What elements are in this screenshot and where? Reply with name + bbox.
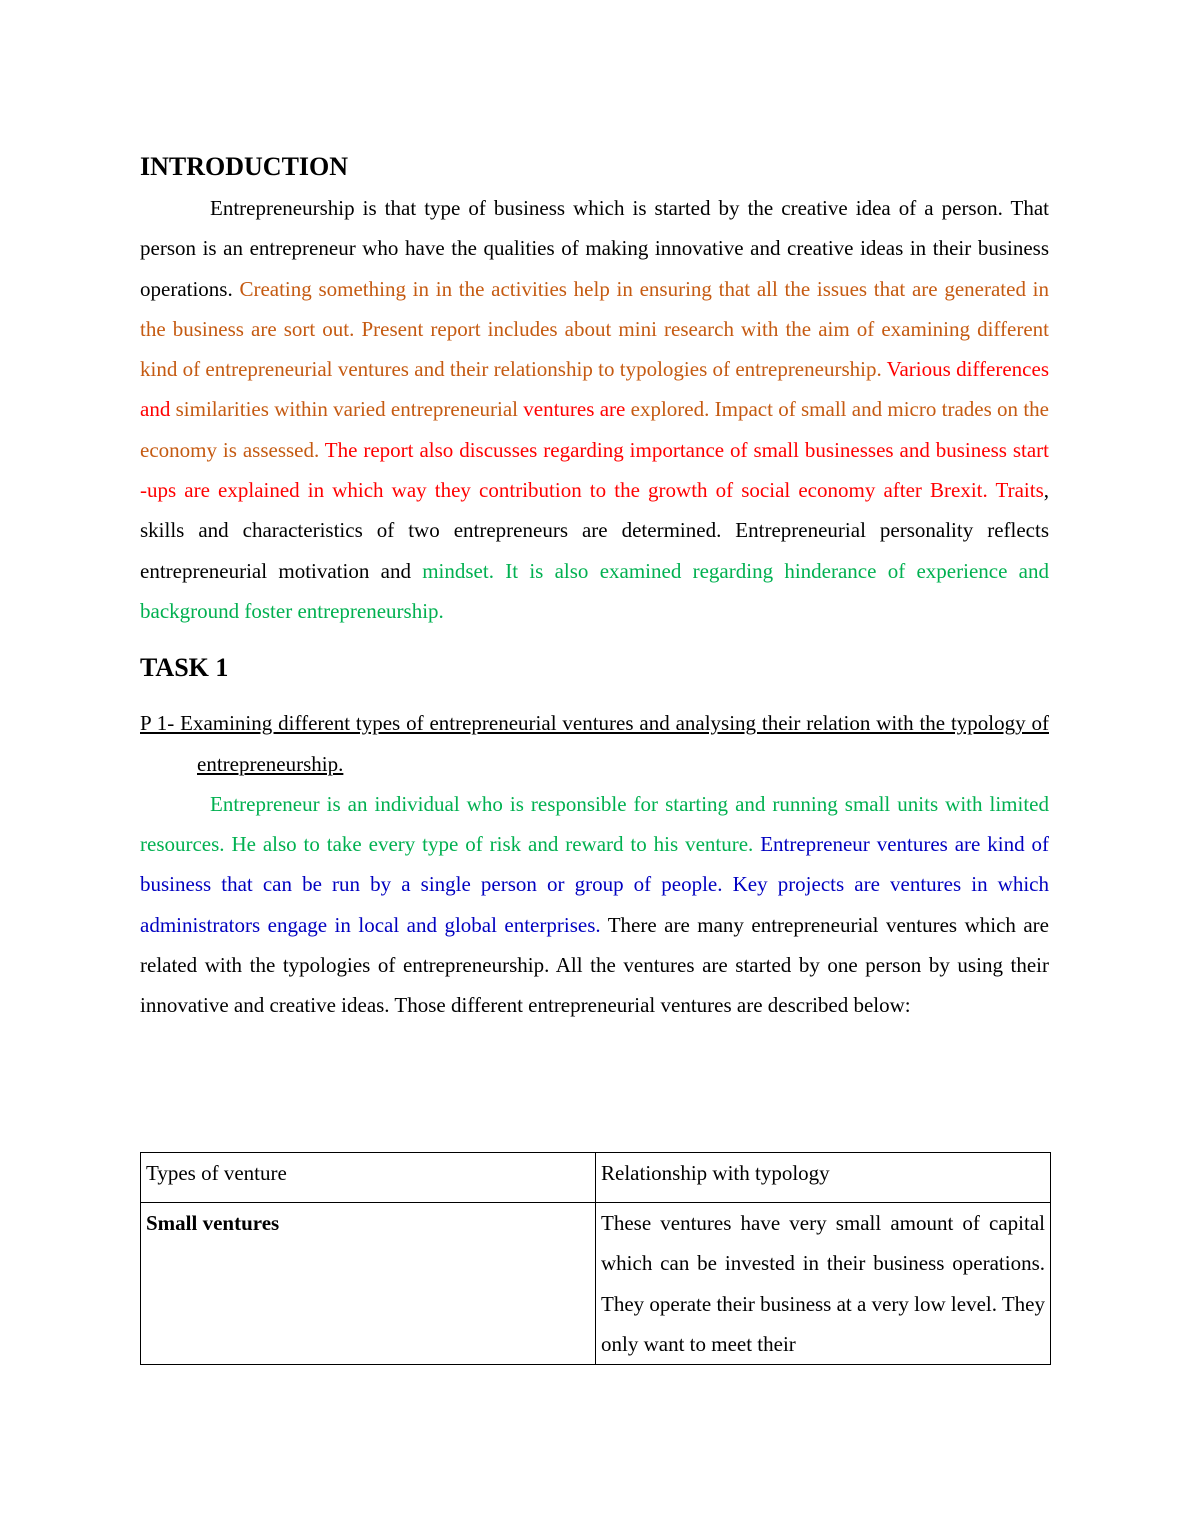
intro-segment: Various differences and [140, 357, 1049, 422]
task1-segment: Entrepreneur is an individual who is responsible for starting and running small units with limited resources. He also to take every type of risk and reward to his venture. [140, 791, 1049, 857]
intro-segment: mindset. It is also examined regarding hinderance of experience and background foster entrepreneurship. [140, 558, 1050, 623]
task1-segment: There are many entrepreneurial ventures which are related with the typologies of entrepreneurship. All the ventures are started by one person by using their innovative and creative ideas. Those different entrepreneurial ventures are described below: [140, 912, 1049, 1018]
table-header-row [141, 1153, 1051, 1203]
ventures-table [140, 1152, 1051, 1365]
document-body [140, 150, 1049, 1026]
intro-segment: similarities within varied entrepreneurial [175, 397, 524, 422]
table-cell-relationship: These ventures have very small amount of capital which can be invested in their business operations. They operate their business at a very low level. They only want to meet their [596, 1203, 1051, 1365]
task1-subheading: P 1- Examining different types of entrepreneurial ventures and analysing their relation with the typology of entrepreneurship. [140, 711, 1049, 776]
table-row [141, 1203, 1051, 1365]
intro-segment: , skills and characteristics of two entrepreneurs are determined. Entrepreneurial personality reflects entrepreneurial motivation and [140, 478, 1049, 583]
table-header-cell: Relationship with typology [596, 1153, 1051, 1203]
intro-segment: Creating something in in the activities help in ensuring that all the issues that are generated in the business are sort out. Present report includes about mini research with the aim of examining different kind of entrepreneurial ventures and their relationship to typologies of entrepreneurship. [140, 276, 1049, 382]
task1-segment: Entrepreneur ventures are kind of business that can be run by a single person or group of people. Key projects are ventures in which administrators engage in local and global enterprises. [140, 832, 1049, 937]
task1-paragraph [140, 784, 1049, 1026]
intro-segment: explored. Impact of small and micro trades on the economy is assessed. [140, 397, 1049, 462]
introduction-heading: INTRODUCTION [140, 152, 349, 181]
introduction-paragraph [140, 188, 1049, 631]
intro-segment: ventures are [523, 397, 631, 422]
intro-segment: The report also discusses regarding importance of small businesses and business start -ups are explained in which way they contribution to the growth of social economy after Brexit. Traits [140, 437, 1049, 503]
task1-heading: TASK 1 [140, 653, 229, 683]
table-header-cell: Types of venture [141, 1153, 596, 1203]
table-cell-venture-type: Small ventures [141, 1203, 596, 1365]
intro-segment: Entrepreneurship is that type of business which is started by the creative idea of a person. That person is an entrepreneur who have the qualities of making innovative and creative ideas in their business operations. [140, 196, 1049, 301]
